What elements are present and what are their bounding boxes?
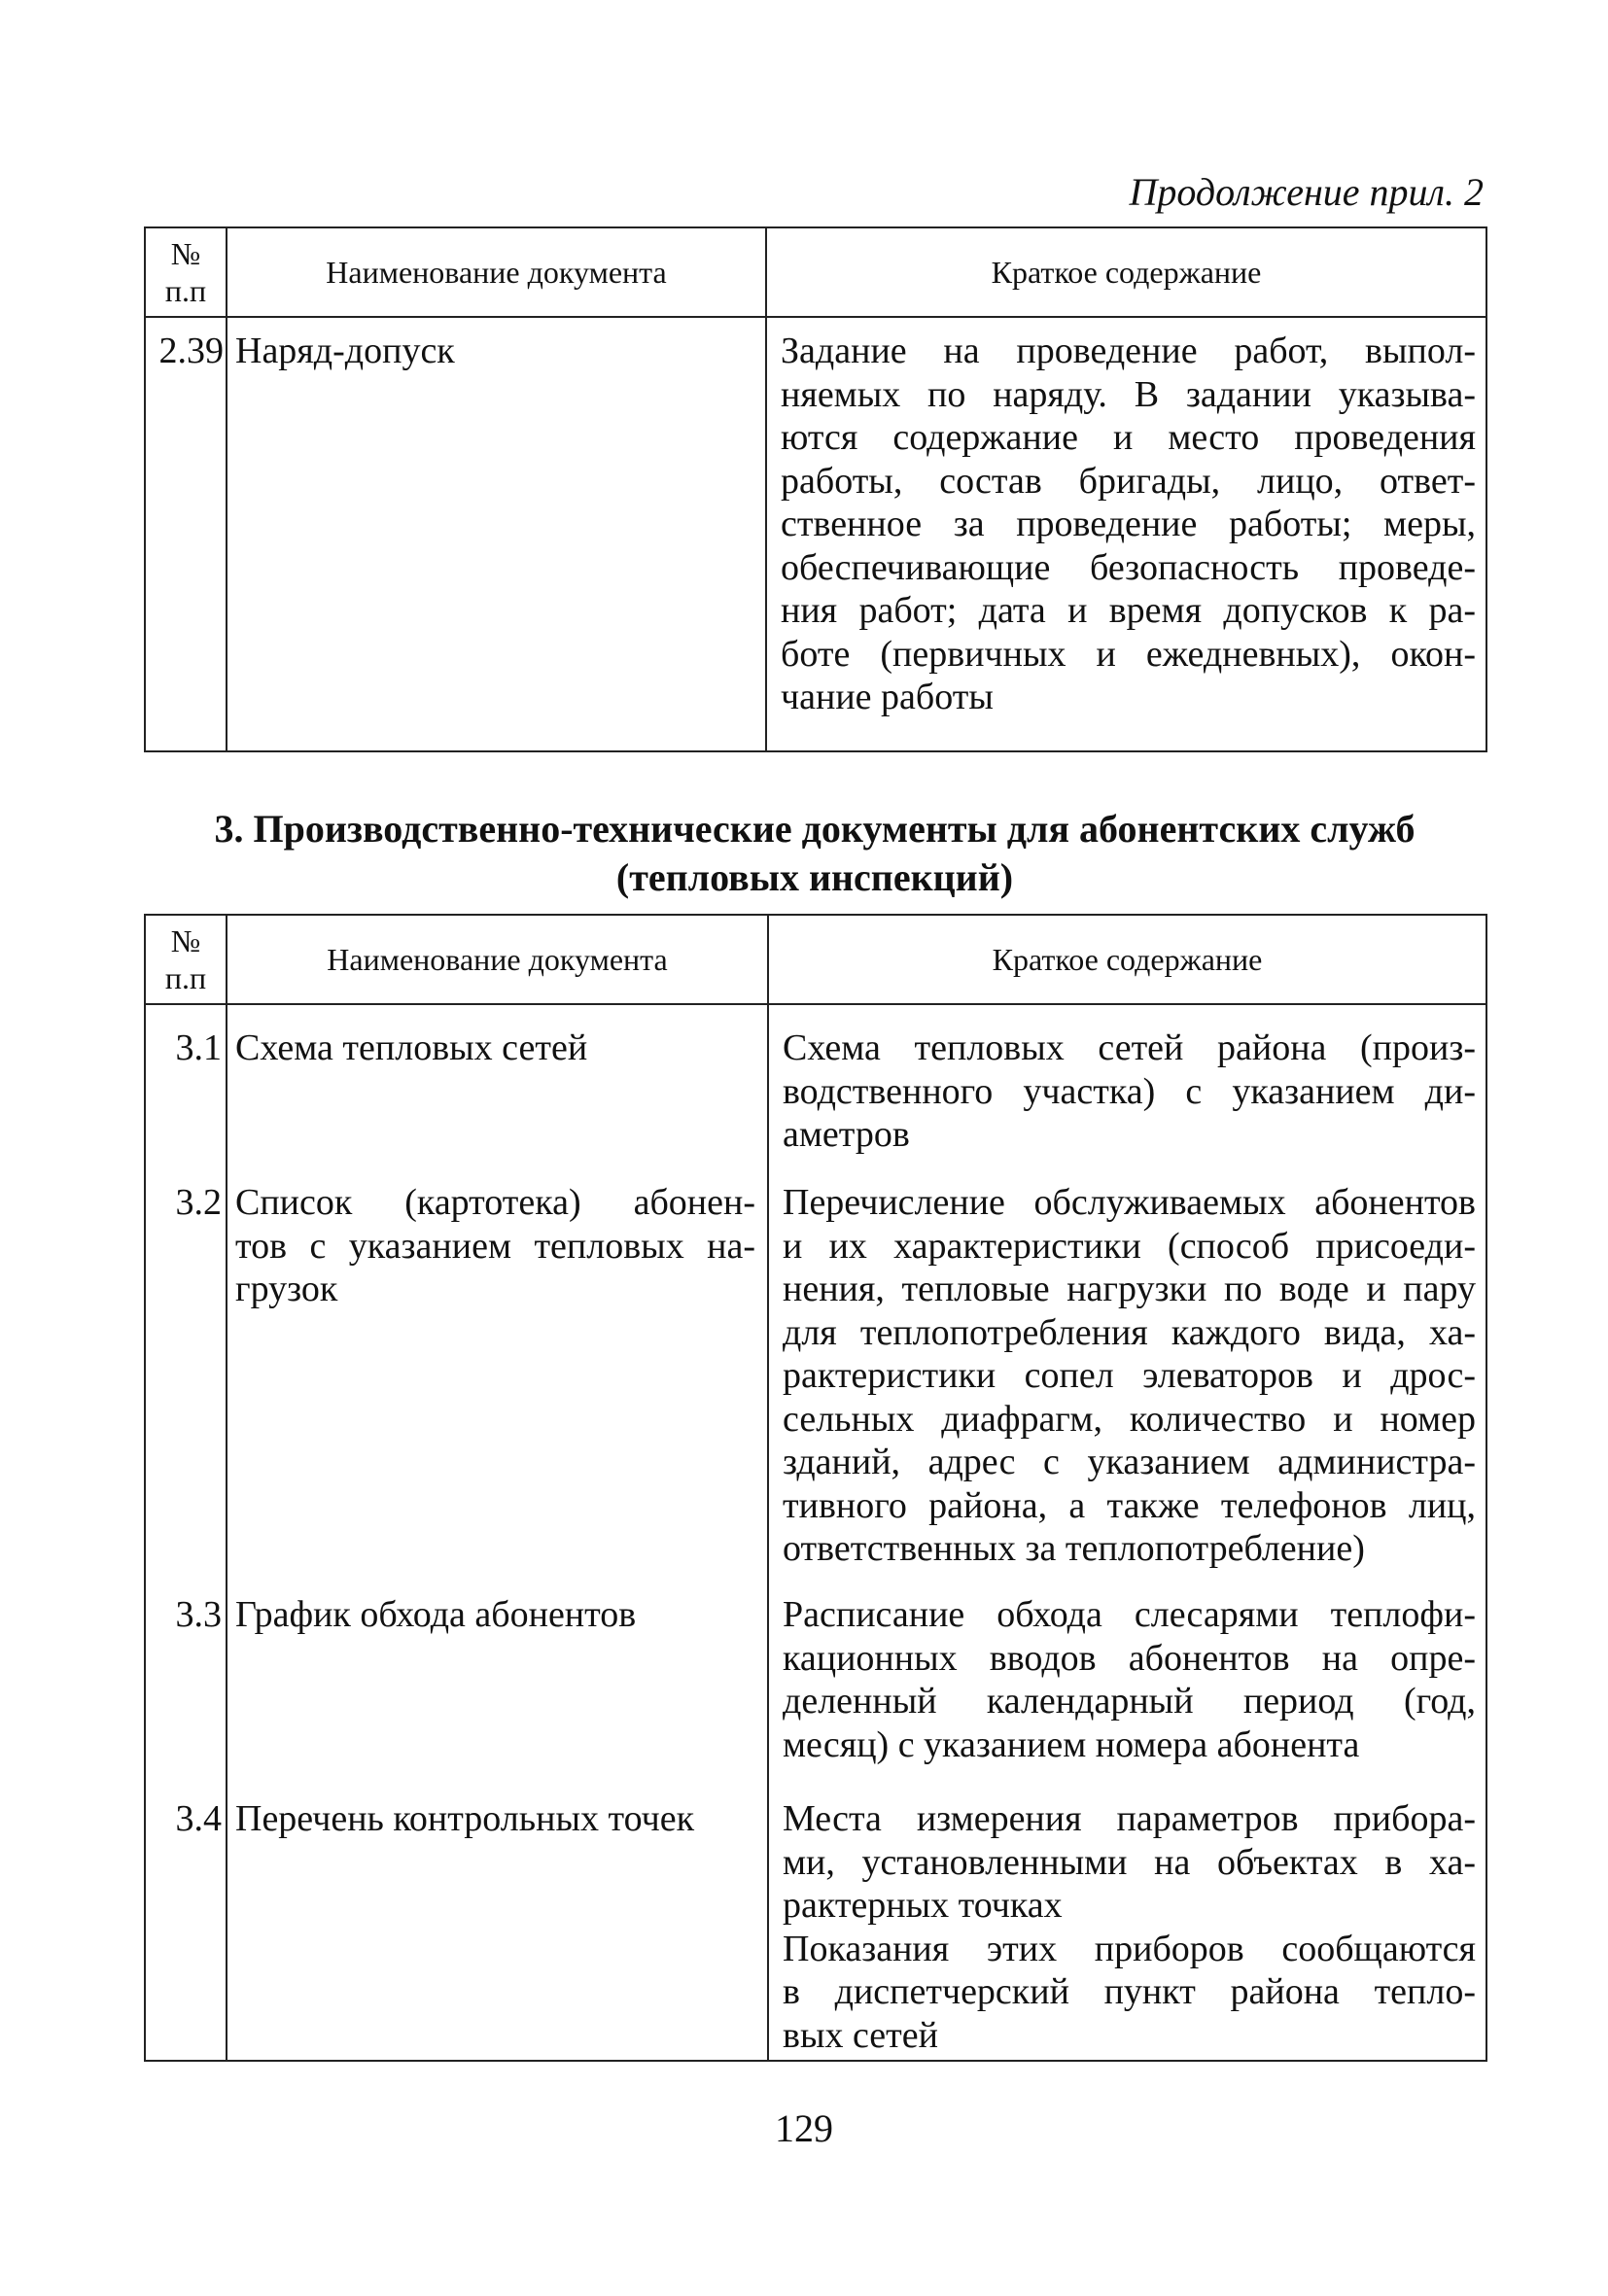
row-content-line: рактерных точках bbox=[783, 1885, 1063, 1926]
table-row bbox=[145, 1004, 1486, 1167]
row-content-line: кационных вводов абонентов на опре- bbox=[783, 1637, 1476, 1679]
table-row bbox=[145, 1167, 1486, 1580]
row-content-line: Задание на проведение работ, выпол- bbox=[781, 330, 1476, 371]
row-content-line: ния работ; дата и время допусков к ра- bbox=[781, 590, 1476, 631]
row-content bbox=[768, 1004, 1486, 1167]
row-name-line: График обхода абонентов bbox=[235, 1594, 637, 1635]
row-content-line: боте (первичных и ежедневных), окон- bbox=[781, 633, 1476, 675]
header-number bbox=[145, 227, 227, 317]
row-content-line: чание работы bbox=[781, 677, 994, 717]
row-content-line: для теплопотребления каждого вида, ха- bbox=[783, 1311, 1476, 1353]
row-content bbox=[766, 317, 1486, 751]
row-content-line: Схема тепловых сетей района (произ- bbox=[783, 1027, 1476, 1068]
header-number bbox=[145, 915, 227, 1004]
header-number-sign: № bbox=[170, 923, 201, 958]
row-name-line: тов с указанием тепловых на- bbox=[235, 1225, 755, 1267]
row-content-line: вых сетей bbox=[783, 2014, 938, 2056]
documents-table-section-3 bbox=[144, 914, 1487, 2062]
row-name-line: Схема тепловых сетей bbox=[235, 1027, 588, 1068]
table-row bbox=[145, 1784, 1486, 2061]
row-content-line: Перечисление обслуживаемых абонентов bbox=[783, 1182, 1476, 1223]
row-content-line: сельных диафрагм, количество и номер bbox=[783, 1398, 1476, 1440]
row-content bbox=[768, 1167, 1486, 1580]
row-content-line: ются содержание и место проведения bbox=[781, 417, 1476, 458]
header-name: Наименование документа bbox=[227, 227, 766, 317]
row-content-line: обеспечивающие безопасность проведе- bbox=[781, 546, 1476, 588]
header-name: Наименование документа bbox=[227, 915, 768, 1004]
row-content bbox=[768, 1580, 1486, 1784]
header-number-sign: № bbox=[170, 236, 201, 271]
row-content-line: тивного района, а также телефонов лиц, bbox=[783, 1484, 1476, 1526]
row-name bbox=[227, 317, 766, 751]
row-content bbox=[768, 1784, 1486, 2061]
row-name bbox=[227, 1167, 768, 1580]
row-content-line: работы, состав бригады, лицо, ответ- bbox=[781, 460, 1476, 502]
row-number: 3.4 bbox=[145, 1784, 227, 2061]
table-header-row bbox=[145, 227, 1486, 317]
documents-table-section-2 bbox=[144, 226, 1487, 752]
header-content: Краткое содержание bbox=[768, 915, 1486, 1004]
row-content-line: зданий, адрес с указанием администра- bbox=[783, 1442, 1476, 1482]
continuation-label: Продолжение прил. 2 bbox=[1129, 170, 1484, 214]
header-number-abbr: п.п bbox=[164, 273, 207, 308]
table-row bbox=[145, 317, 1486, 751]
row-content-line: и их характеристики (способ присоеди- bbox=[783, 1225, 1476, 1267]
row-name-line: грузок bbox=[235, 1269, 338, 1309]
row-content-line: ми, установленными на объектах в ха- bbox=[783, 1841, 1476, 1883]
row-content-line: деленный календарный период (год, bbox=[783, 1681, 1476, 1722]
row-content-line: Показания этих приборов сообщаются bbox=[783, 1928, 1476, 1969]
section-title-line: 3. Производственно-технические документы для абонентских служб bbox=[214, 807, 1416, 851]
section-title bbox=[144, 805, 1486, 902]
row-name bbox=[227, 1004, 768, 1167]
row-number: 2.39 bbox=[145, 317, 227, 751]
header-number-abbr: п.п bbox=[164, 960, 207, 995]
row-content-line: ственное за проведение работы; меры, bbox=[781, 504, 1476, 544]
row-content-line: месяц) с указанием номера абонента bbox=[783, 1723, 1360, 1765]
row-content-line: аметров bbox=[783, 1114, 910, 1155]
row-content-line: ответственных за теплопотребление) bbox=[783, 1528, 1365, 1569]
header-content: Краткое содержание bbox=[766, 227, 1486, 317]
row-name bbox=[227, 1580, 768, 1784]
row-content-line: в диспетчерский пункт района тепло- bbox=[783, 1971, 1476, 2012]
row-number: 3.1 bbox=[145, 1004, 227, 1167]
table-row bbox=[145, 1580, 1486, 1784]
row-name-line: Перечень контрольных точек bbox=[235, 1798, 695, 1839]
row-name-line: Наряд-допуск bbox=[235, 330, 455, 371]
row-name-line: Список (картотека) абонен- bbox=[235, 1182, 755, 1223]
row-content-line: рактеристики сопел элеваторов и дрос- bbox=[783, 1355, 1476, 1396]
section-title-line: (тепловых инспекций) bbox=[615, 855, 1014, 899]
row-name bbox=[227, 1784, 768, 2061]
row-number: 3.3 bbox=[145, 1580, 227, 1784]
page-number: 129 bbox=[775, 2106, 833, 2150]
row-content-line: водственного участка) с указанием ди- bbox=[783, 1070, 1476, 1112]
table-header-row bbox=[145, 915, 1486, 1004]
row-content-line: Расписание обхода слесарями теплофи- bbox=[783, 1594, 1476, 1635]
row-content-line: нения, тепловые нагрузки по воде и пару bbox=[783, 1269, 1476, 1309]
row-number: 3.2 bbox=[145, 1167, 227, 1580]
row-content-line: Места измерения параметров прибора- bbox=[783, 1798, 1476, 1839]
row-content-line: няемых по наряду. В задании указыва- bbox=[781, 373, 1476, 415]
